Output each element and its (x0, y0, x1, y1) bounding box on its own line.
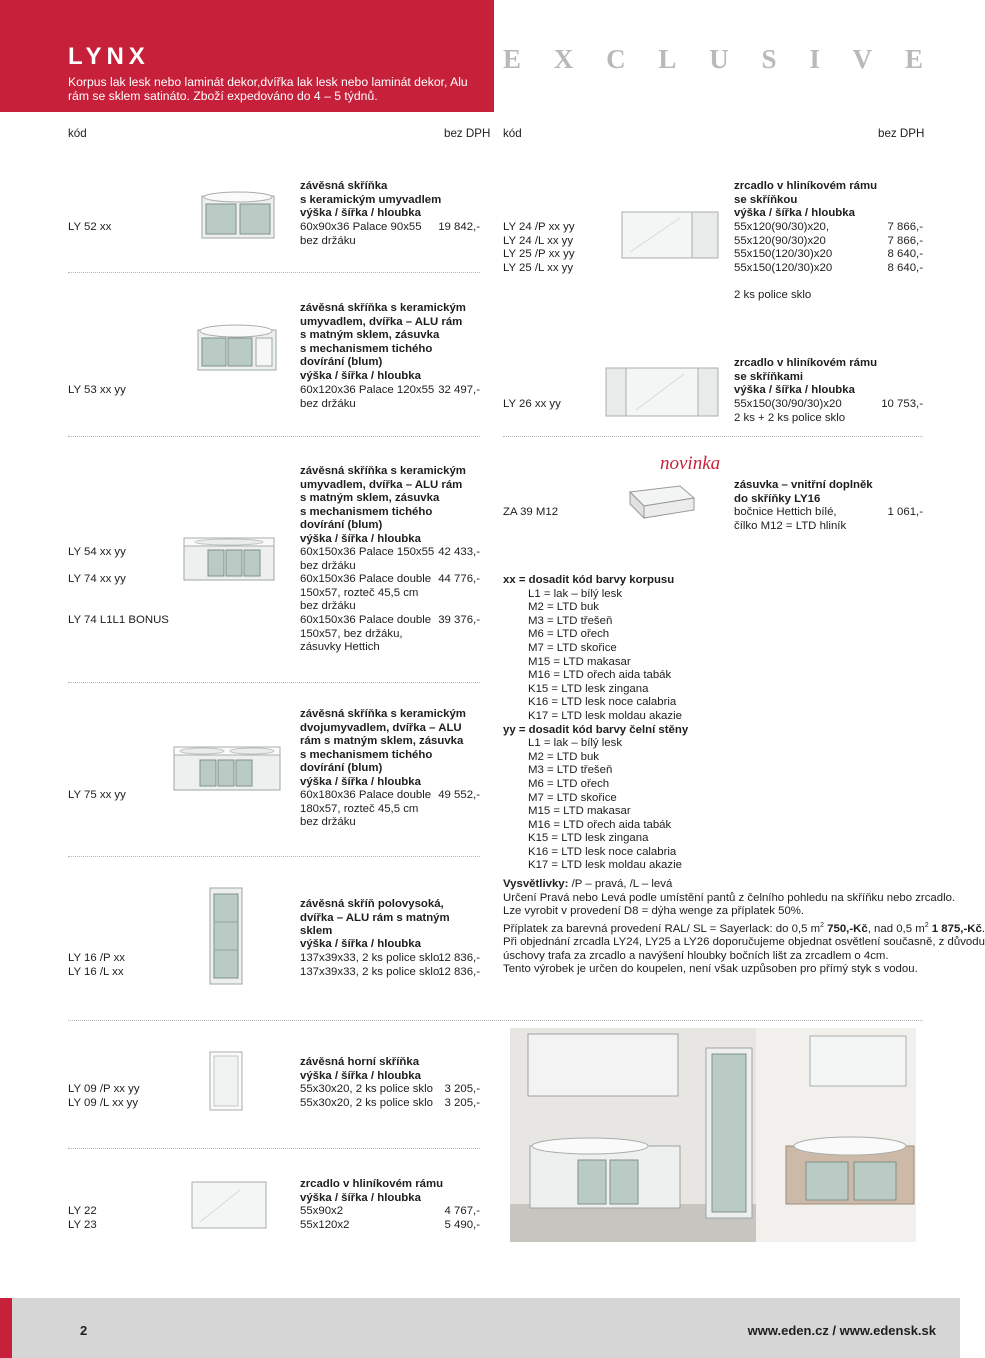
vanity-150-image (182, 534, 276, 584)
exclusive-letter: U (709, 44, 729, 74)
novinka-badge: novinka (660, 453, 721, 474)
col-header-price-right: bez DPH (878, 127, 925, 140)
item-dims-label: výška / šířka / hloubka (300, 1070, 421, 1082)
bathroom-photo (510, 1028, 916, 1242)
item-code: LY 75 xx yy (68, 789, 126, 801)
item-spec: 55x120(90/30)x20, 55x120(90/30)x20 55x150(120/30)x20 55x150(120/30)x20 (734, 221, 833, 274)
item-title: závěsná skříňka s keramickým umyvadlem, dvířka – ALU rám s matným sklem, zásuvka s mechanismem tichého dovírání (blum) (300, 465, 466, 532)
item-title: závěsná skříň polovysoká, dvířka – ALU rám s matným sklem (300, 898, 450, 938)
item-codes: LY 16 /P xx LY 16 /L xx (68, 952, 125, 978)
item-dims-label: výška / šířka / hloubka (300, 207, 421, 219)
legend-line: K15 = LTD lesk zingana (528, 682, 649, 695)
item-code: LY 74 L1L1 BONUS (68, 614, 169, 626)
legend-line: M7 = LTD skořice (528, 641, 617, 654)
item-codes: LY 09 /P xx yy LY 09 /L xx yy (68, 1083, 140, 1109)
item-code: LY 74 xx yy (68, 573, 126, 585)
footer-accent (0, 1298, 12, 1358)
mirror-image (190, 1180, 268, 1232)
row-divider (68, 272, 480, 273)
item-prices: 3 205,- 3 205,- (444, 1083, 480, 1109)
header-subtitle: Korpus lak lesk nebo laminát dekor,dvířka lak lesk nebo laminát dekor, Alu rám se sklem satináto. Zboží expedováno do 4 – 5 týdnů. (68, 75, 468, 103)
row-divider (68, 856, 480, 857)
legend-line: M3 = LTD třešeň (528, 614, 613, 627)
item-title: závěsná skříňka s keramickým umyvadlem, dvířka – ALU rám s matným sklem, zásuvka s mechanismem tichého dovírání (blum) (300, 302, 466, 369)
vanity-180-image (172, 742, 282, 794)
note-line: Tento výrobek je určen do koupelen, není však uzpůsoben pro přímý styk s vodou. (503, 963, 918, 976)
drawer-image (626, 484, 696, 520)
row-divider (68, 1148, 480, 1149)
vanity-90-image (200, 190, 276, 240)
item-dims-label: výška / šířka / hloubka (300, 370, 421, 382)
item-price: 32 497,- (438, 384, 480, 396)
legend-line: yy = dosadit kód barvy čelní stěny (503, 723, 689, 736)
legend-line: M15 = LTD makasar (528, 655, 631, 668)
exclusive-letter: S (761, 44, 777, 74)
legend-line: K16 = LTD lesk noce calabria (528, 845, 677, 858)
item-title: závěsná skříňka s keramickým dvojumyvadlem, dvířka – ALU rám s matným sklem, zásuvka s mechanismem tichého dovírání (blum) (300, 708, 466, 775)
row-divider (68, 436, 480, 437)
legend-line: M7 = LTD skořice (528, 791, 617, 804)
note-line: Příplatek za barevná provedení RAL/ SL = Sayerlack: do 0,5 $m^2$ 750,-Kč, nad 0,5 $m^2$ 1 875,-Kč. (503, 921, 985, 935)
exclusive-letter: I (809, 44, 820, 74)
exclusive-heading (503, 44, 923, 74)
notes (503, 878, 985, 977)
vanity-120-image (196, 322, 278, 374)
item-dims-label: výška / šířka / hloubka (734, 207, 855, 219)
legend-line: M6 = LTD ořech (528, 777, 610, 790)
legend-line: M3 = LTD třešeň (528, 764, 613, 777)
item-dims-label: výška / šířka / hloubka (300, 1192, 421, 1204)
item-prices: 4 767,- 5 490,- (444, 1205, 480, 1231)
item-price: 1 061,- (887, 506, 923, 518)
item-spec: 60x180x36 Palace double 180x57, rozteč 45,5 cm bez držáku (300, 789, 432, 829)
legend-line: K17 = LTD lesk moldau akazie (528, 709, 682, 722)
color-legend (503, 574, 923, 873)
item-prices: 7 866,- 7 866,- 8 640,- 8 640,- (887, 221, 923, 274)
item-spec: 55x150(30/90/30)x20 2 ks + 2 ks police sklo (734, 398, 846, 424)
item-code: LY 54 xx yy (68, 546, 126, 558)
item-dims-label: výška / šířka / hloubka (734, 384, 855, 396)
item-spec: 55x90x2 55x120x2 (300, 1205, 350, 1231)
item-code: ZA 39 M12 (503, 506, 559, 518)
exclusive-letter: V (852, 44, 873, 74)
wall-cabinet-image (208, 1050, 244, 1112)
col-header-code-left: kód (68, 127, 87, 140)
note-line: Lze vyrobit v provedení D8 = dýha wenge za příplatek 50%. (503, 905, 805, 918)
item-code: LY 53 xx yy (68, 384, 126, 396)
row-divider (68, 1020, 923, 1021)
item-spec: 55x30x20, 2 ks police sklo 55x30x20, 2 ks police sklo (300, 1083, 433, 1109)
exclusive-letter: C (606, 44, 626, 74)
item-codes: LY 22 LY 23 (68, 1205, 97, 1231)
item-codes: LY 24 /P xx yy LY 24 /L xx yy LY 25 /P xx yy LY 25 /L xx yy (503, 221, 575, 274)
col-header-code-right: kód (503, 127, 522, 140)
legend-line: M6 = LTD ořech (528, 628, 610, 641)
row-divider (503, 436, 923, 437)
legend-line: L1 = lak – bílý lesk (528, 587, 623, 600)
legend-line: M16 = LTD ořech aida tabák (528, 818, 672, 831)
exclusive-letter: L (658, 44, 677, 74)
item-code: LY 26 xx yy (503, 398, 561, 410)
item-title: závěsná skříňka s keramickým umyvadlem (300, 180, 442, 206)
exclusive-letter: X (553, 44, 574, 74)
footer (0, 1298, 960, 1358)
tall-cabinet-image (208, 886, 244, 986)
legend-line: K15 = LTD lesk zingana (528, 832, 649, 845)
item-dims-label: výška / šířka / hloubka (300, 938, 421, 950)
item-price: 42 433,- (438, 546, 480, 558)
legend-line: M16 = LTD ořech aida tabák (528, 669, 672, 682)
exclusive-letter: E (904, 44, 923, 74)
legend-line: M2 = LTD buk (528, 750, 600, 763)
footer-website-link[interactable]: www.eden.cz / www.edensk.sk (747, 1323, 936, 1338)
row-divider (68, 682, 480, 683)
legend-line: M2 = LTD buk (528, 601, 600, 614)
legend-line: L1 = lak – bílý lesk (528, 737, 623, 750)
item-spec: 60x90x36 Palace 90x55 bez držáku (300, 221, 422, 247)
legend-line: M15 = LTD makasar (528, 805, 631, 818)
item-title: zrcadlo v hliníkovém rámu se skříňkou (734, 180, 878, 206)
legend-line: xx = dosadit kód barvy korpusu (503, 574, 675, 586)
item-price: 10 753,- (881, 398, 923, 410)
item-dims-label: výška / šířka / hloubka (300, 776, 421, 788)
col-header-price-left: bez DPH (444, 127, 491, 140)
mirror-cabinet-image (620, 210, 720, 262)
note-line: Určení Pravá nebo Levá podle umístění pantů z čelního pohledu na skříňku nebo zrcadlo. (503, 891, 956, 904)
note-line: Při objednání zrcadla LY24, LY25 a LY26 doporučujeme objednat osvětlení současně, z důvodu (503, 936, 985, 949)
notes-text: /P – pravá, /L – levá (568, 878, 673, 890)
item-prices: 12 836,- 12 836,- (438, 952, 480, 978)
item-title: zrcadlo v hliníkovém rámu (300, 1178, 444, 1190)
header-banner (0, 0, 494, 112)
page-number: 2 (80, 1323, 88, 1338)
item-code: LY 52 xx (68, 221, 112, 233)
mirror-two-cabinets-image (604, 364, 720, 420)
item-spec: bočnice Hettich bílé, čílko M12 = LTD hliník (734, 506, 847, 532)
item-title: zrcadlo v hliníkovém rámu se skříňkami (734, 357, 878, 383)
item-spec: 60x120x36 Palace 120x55 bez držáku (300, 384, 435, 410)
item-title: zásuvka – vnitřní doplněk do skříňky LY16 (734, 479, 873, 505)
legend-line: K16 = LTD lesk noce calabria (528, 696, 677, 709)
exclusive-letter: E (503, 44, 522, 74)
item-price: 19 842,- (438, 221, 480, 233)
item-extra: 2 ks police sklo (734, 289, 812, 301)
item-price: 39 376,- (438, 614, 480, 626)
legend-line: K17 = LTD lesk moldau akazie (528, 859, 682, 872)
item-price: 44 776,- (438, 573, 480, 585)
notes-label: Vysvětlivky: (503, 878, 569, 890)
item-price: 49 552,- (438, 789, 480, 801)
item-spec: 60x150x36 Palace 150x55 bez držáku 60x150x36 Palace double 150x57, rozteč 45,5 cm bez držáku 60x150x36 Palace double 150x57, bez držáku, zásuvky Hettich (300, 546, 435, 654)
item-spec: 137x39x33, 2 ks police sklo 137x39x33, 2 ks police sklo (300, 952, 440, 978)
note-line: úschovy trafa za zrcadlo a navýšení hloubky bočních lišt za zrcadlem o 4cm. (503, 949, 889, 962)
item-title: závěsná horní skříňka (300, 1056, 420, 1068)
brand-title: LYNX (68, 43, 150, 70)
item-dims-label: výška / šířka / hloubka (300, 533, 421, 545)
